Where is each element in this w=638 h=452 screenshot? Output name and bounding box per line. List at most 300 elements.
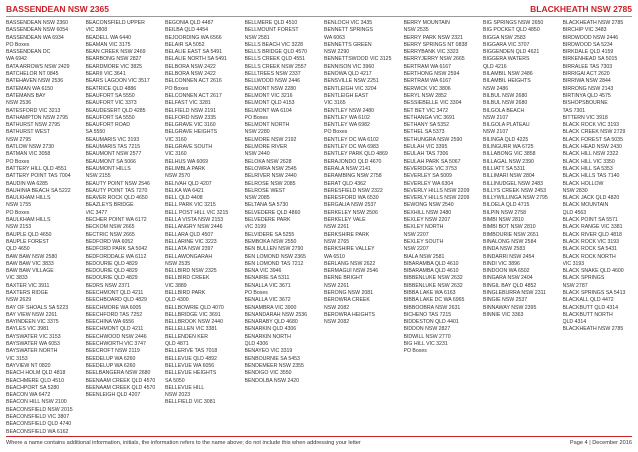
locality-entry: BAYINDEEN VIC 3375 <box>6 319 59 326</box>
locality-entry: BENARKIN NORTH <box>244 333 291 340</box>
locality-entry: BIRDWOOD NSW 2446 <box>562 34 619 41</box>
locality-entry: BEECHMONT QLD 4211 <box>85 326 144 333</box>
locality-entry: BELMONT WA 6104 <box>244 107 292 114</box>
locality-entry: BIMBI NSW 2810 <box>483 217 524 224</box>
locality-entry: WA 6510 <box>324 253 345 260</box>
locality-entry: BEECHFORD TAS 7252 <box>85 311 143 318</box>
locality-entry: BENARKIN QLD 4306 <box>244 326 297 333</box>
locality-entry: BATCHELOR NT 0845 <box>6 71 59 78</box>
locality-entry: BERTRAM WA 6167 <box>403 78 452 85</box>
locality-entry: NSW 2535 <box>165 260 191 267</box>
header-rule <box>6 16 632 17</box>
locality-entry: BAXTERS RIDGE <box>6 289 49 296</box>
locality-entry: BATHAMPTON NSW 2795 <box>6 114 69 121</box>
locality-entry: NSW 2207 <box>403 246 429 253</box>
locality-entry: BAUDIN WA 6285 <box>6 180 48 187</box>
locality-entry: BLACKHEATH NSW 2785 <box>562 326 624 333</box>
locality-entry: BIBBA LAKE WA 6163 <box>403 289 456 296</box>
locality-entry: BIALA NSW 2581 <box>403 253 445 260</box>
locality-entry: BEXLEY SOUTH <box>403 238 444 245</box>
locality-entry: BEDOURIE QLD 4829 <box>85 275 138 282</box>
page-number: Page 4 | December 2016 <box>569 440 632 446</box>
locality-entry: BENTLEY WA 6982 <box>324 122 370 129</box>
locality-entry: BINDA NSW 2583 <box>483 246 526 253</box>
locality-entry: BLACK CREEK NSW 2729 <box>562 129 626 136</box>
locality-entry: BIRKDALE QLD 4159 <box>562 49 614 56</box>
locality-entry: BLACK HEAD NSW 2430 <box>562 144 622 151</box>
locality-entry: BELMONT QLD 4153 <box>244 100 295 107</box>
locality-entry: BEAUFORT SA 5550 <box>85 92 135 99</box>
locality-entry: BENLOCH VIC 3435 <box>324 20 373 26</box>
locality-entry: BELBORA NSW 2422 <box>165 71 216 78</box>
locality-entry: BEEDELUP WA 6260 <box>85 355 136 362</box>
locality-entry: BET BET VIC 3472 <box>403 107 449 114</box>
locality-entry: BINGARA NSW 2404 <box>483 275 533 282</box>
locality-entry: BEDRS NSW 2371 <box>85 282 130 289</box>
locality-entry: BELFORD NSW 2335 <box>165 114 217 121</box>
locality-entry: NSW 2581 <box>244 34 270 41</box>
locality-entry: BERMAGUI NSW 2546 <box>324 268 379 275</box>
locality-entry: BERRY SPRINGS NT 0838 <box>403 41 468 48</box>
locality-entry: BAYSWATER WA 6053 <box>6 341 60 348</box>
locality-entry: BELLS CREEK NSW 2557 <box>244 63 307 70</box>
locality-entry: NSW 2107 <box>483 129 509 136</box>
locality-entry: BLACK FOREST SA 5035 <box>562 136 623 143</box>
locality-entry: BEECHWOOD NSW 2446 <box>85 333 147 340</box>
column-6 <box>404 20 474 434</box>
locality-entry: BIG SPRINGS NSW 2650 <box>483 20 544 26</box>
locality-entry: BELRIVER NSW 2440 <box>244 173 297 180</box>
locality-entry: BICHENO TAS 7215 <box>403 311 452 318</box>
locality-entry: BLACK ROCK NORTH <box>562 253 616 260</box>
locality-entry: BEMBOKA NSW 2550 <box>244 238 297 245</box>
locality-entry: BILAMBIL NSW 2486 <box>483 71 533 78</box>
locality-entry: BERWICK VIC 3806 <box>403 85 451 92</box>
locality-entry: BIRDWOOD SA 5234 <box>562 41 613 48</box>
locality-entry: BEECHBOARD QLD 4829 <box>85 297 147 304</box>
locality-entry: BIRKENHEAD SA 5015 <box>562 56 618 63</box>
locality-entry: BEVERLY HILLS NSW 2209 <box>403 187 470 194</box>
locality-entry: QLD 4650 <box>6 246 30 253</box>
locality-entry: BATEMANS BAY <box>6 92 46 99</box>
locality-entry: BELLMOUNT FOREST <box>244 27 299 34</box>
locality-entry: BIBARAMBA QLD 4610 <box>403 260 459 267</box>
locality-entry: BENTLEIGH EAST <box>324 92 369 99</box>
locality-entry: BILOELA QLD 4715 <box>483 202 530 209</box>
footer-rule <box>6 436 632 437</box>
locality-entry: BENALLA VIC 3671 <box>244 282 291 289</box>
locality-entry: NSW 2290 <box>324 49 350 56</box>
locality-entry: BEULAH TAS 7306 <box>403 151 449 158</box>
locality-entry: BEACONSFIELD UPPER <box>85 20 145 26</box>
locality-entry: BECHER POINT WA 6172 <box>85 217 147 224</box>
locality-entry: BELLBIRD NSW 2325 <box>165 268 217 275</box>
locality-entry: BELGRAVE SOUTH <box>165 144 213 151</box>
locality-entry: BIRTINYA QLD 4575 <box>562 92 611 99</box>
locality-entry: BELLS BRIDGE QLD 4570 <box>244 49 308 56</box>
locality-entry: BENAIRIE SA 5311 <box>244 275 290 282</box>
locality-entry: BEECHINA WA 6556 <box>85 319 135 326</box>
locality-entry: BLACK HILL NSW 2322 <box>562 151 619 158</box>
locality-entry: BEAVER ROCK QLD 4650 <box>85 195 148 202</box>
locality-entry: NSW 2795 <box>6 136 32 143</box>
locality-entry: BELLBROOK NSW 2440 <box>165 319 223 326</box>
locality-entry: BINDI VIC 3896 <box>483 260 520 267</box>
locality-entry: BELLEVUE HILL <box>165 384 205 391</box>
locality-entry: PO Boxes <box>6 41 30 48</box>
locality-entry: BELGRAVE HEIGHTS <box>165 129 218 136</box>
locality-entry: BIGGA NSW 2583 <box>483 34 526 41</box>
column-1 <box>6 20 76 434</box>
locality-entry: BAXTER VIC 3911 <box>6 282 50 289</box>
locality-entry: BERKSHIRE PARK <box>324 231 370 238</box>
locality-entry: BILLYS CREEK NSW 2453 <box>483 187 547 194</box>
locality-entry: BENDOLBA NSW 2420 <box>244 377 299 384</box>
locality-entry: BERAJONDO QLD 4670 <box>324 158 382 165</box>
locality-entry: PO Boxes <box>165 85 189 92</box>
locality-entry: WA 6942 <box>6 56 27 63</box>
locality-entry: BASSENDEAN NSW 6054 <box>6 27 68 34</box>
locality-entry: NSW 2153 <box>6 224 32 231</box>
locality-entry: BEENAAM CREEK QLD 4570 <box>85 377 155 384</box>
locality-entry: BEEDELUP WA 6260 <box>85 362 136 369</box>
locality-entry: BAUPLE FOREST <box>6 238 49 245</box>
locality-entry: NSW 2787 <box>562 282 588 289</box>
locality-entry: BIRRONG NSW 2143 <box>562 85 614 92</box>
column-5 <box>324 20 394 434</box>
locality-entry: BEVERLEY SA 5009 <box>403 173 452 180</box>
locality-entry: BELGRAVE VIC 3160 <box>165 122 216 129</box>
locality-entry: BILLAGAL NSW 2390 <box>483 158 534 165</box>
locality-entry: VIC 3160 <box>165 151 187 158</box>
locality-entry: BENNISON VIC 3960 <box>324 63 375 70</box>
locality-entry: BELLBOWRIE QLD 4070 <box>165 304 224 311</box>
locality-entry: BEACON WA 6472 <box>6 392 51 399</box>
locality-entry: BLACK ROCK VIC 3193 <box>562 122 620 129</box>
locality-entry: NSW 2023 <box>165 392 191 399</box>
locality-entry: BINGIL BAY QLD 4852 <box>483 282 537 289</box>
locality-entry: BELLBIRD CREEK <box>165 275 210 282</box>
locality-entry: BATEHAVEN NSW 2536 <box>6 78 64 85</box>
locality-entry: BAULKHAM HILLS <box>6 217 51 224</box>
locality-entry: BINGIE NSW 2537 <box>483 297 528 304</box>
locality-entry: BIG POCKET QLD 4850 <box>483 27 540 34</box>
locality-entry: BIG HILL VIC 3231 <box>403 341 448 348</box>
locality-entry: BELLENDEN KER <box>165 333 208 340</box>
locality-entry: BEXLEY NORTH <box>403 224 444 231</box>
locality-entry: BEAUTY POINT NSW 2546 <box>85 180 150 187</box>
locality-entry: BAW BAW VILLAGE <box>6 268 54 275</box>
locality-entry: NSW 2207 <box>403 231 429 238</box>
locality-entry: BEECHWORTH VIC 3747 <box>85 341 146 348</box>
locality-entry: BEACONSFIELD VIC 3807 <box>6 414 70 421</box>
locality-entry: BAY OF SHOALS SA 5223 <box>6 304 69 311</box>
locality-entry: BELL POST HILL VIC 3215 <box>165 209 229 216</box>
locality-entry: BEAUMONT HILLS <box>85 165 131 172</box>
locality-entry: BATTERY HILL QLD 4551 <box>6 165 67 172</box>
locality-columns <box>6 20 632 434</box>
locality-entry: BECKOM NSW 2665 <box>85 224 135 231</box>
locality-entry: BERKSHIRE VALLEY <box>324 246 375 253</box>
locality-entry: BATLOW NSW 2730 <box>6 144 55 151</box>
locality-entry: BEXLEY NSW 2207 <box>403 217 451 224</box>
locality-entry: BEGONIA QLD 4487 <box>165 20 214 26</box>
locality-entry: BIGGARA VIC 3707 <box>483 41 530 48</box>
locality-entry: BELFAST VIC 3281 <box>165 100 211 107</box>
locality-entry: VIC 3160 <box>165 136 187 143</box>
locality-entry: BEN LOMOND NSW 2365 <box>244 253 306 260</box>
locality-entry: BENA VIC 3946 <box>244 268 282 275</box>
locality-entry: PO Boxes <box>403 348 427 355</box>
column-4 <box>245 20 315 434</box>
locality-entry: BELALIE NORTH SA 5491 <box>165 56 227 63</box>
locality-entry: BEAZLEYS BRIDGE <box>85 202 134 209</box>
locality-entry: BEECHMONT QLD 4211 <box>85 289 144 296</box>
locality-entry: BIBBENLUKE NSW 2632 <box>403 282 463 289</box>
locality-entry: BATTERY POINT TAS 7004 <box>6 173 71 180</box>
locality-entry: BEACONSFIELD NSW 2015 <box>6 406 73 413</box>
locality-entry: BERONG NSW 2081 <box>324 289 374 296</box>
locality-entry: BINNAWAY NSW 2395 <box>483 304 537 311</box>
locality-entry: BLACK SPRINGS SA 5413 <box>562 289 626 296</box>
locality-entry: PO Boxes <box>6 209 30 216</box>
locality-entry: BERNE BRIGHT <box>324 275 363 282</box>
locality-entry: BELIMBLA PARK <box>165 165 206 172</box>
locality-entry: BELLEVUE HEIGHTS <box>165 370 217 377</box>
locality-entry: BERTRAM WA 6167 <box>403 63 452 70</box>
locality-entry: BENOWA QLD 4217 <box>324 71 372 78</box>
locality-entry: BELLARA QLD 4507 <box>165 231 214 238</box>
locality-entry: BINDARRI NSW 2454 <box>483 253 535 260</box>
locality-entry: BAY VIEW NSW 2261 <box>6 311 58 318</box>
locality-entry: VIC 3889 <box>165 282 187 289</box>
locality-entry: BELLMERE QLD 4510 <box>244 20 298 26</box>
locality-entry: BELL QLD 4408 <box>165 195 203 202</box>
locality-entry: BETHANGA VIC 3691 <box>403 114 455 121</box>
locality-entry: QLD 4871 <box>165 341 189 348</box>
locality-entry: BEAN CREEK NSW 2469 <box>85 49 146 56</box>
locality-entry: PO Boxes <box>244 114 268 121</box>
locality-entry: BINGLEBURRA NSW 2311 <box>483 289 547 296</box>
locality-entry: NSW 1755 <box>6 202 32 209</box>
locality-entry: BATESFORD VIC 3213 <box>6 107 61 114</box>
locality-entry: BASSENDEAN WA 6934 <box>6 34 64 41</box>
locality-entry: BERKELEY VALE <box>324 217 366 224</box>
locality-entry: BELLAWONGARAH <box>165 253 213 260</box>
locality-entry: BLACKALL QLD 4472 <box>562 297 614 304</box>
locality-entry: BATEMAN WA 6150 <box>6 85 53 92</box>
locality-entry: BEAUFORT SA 5550 <box>85 114 135 121</box>
locality-entry: BELLEVUE WA 6056 <box>165 362 215 369</box>
locality-entry: BELLWOOD NSW 2446 <box>244 78 301 85</box>
locality-entry: BLACK HILLS TAS 7140 <box>562 173 620 180</box>
locality-entry: BLACK SNAKE QLD 4600 <box>562 268 624 275</box>
locality-entry: NSW 2440 <box>244 151 270 158</box>
locality-entry: BELCONNEN ACT 2617 <box>165 92 222 99</box>
locality-entry: VIC 3477 <box>85 209 108 216</box>
locality-entry: BEELBANGERA NSW 2680 <box>85 370 151 377</box>
locality-entry: BEULAH PARK SA 5067 <box>403 158 461 165</box>
locality-entry: BILGOLA BEACH <box>483 107 525 114</box>
locality-entry: BERKELEY NSW 2506 <box>324 209 378 216</box>
locality-entry: BLACK HILL SA 5353 <box>562 165 613 172</box>
locality-entry: BEACONSFIELD QLD 4740 <box>6 421 72 428</box>
locality-entry: QLD 4216 <box>483 63 507 70</box>
locality-entry: BILGOLA PLATEAU <box>483 122 530 129</box>
locality-entry: BEENAAM CREEK QLD 4570 <box>85 384 155 391</box>
locality-entry: BELMORE RIVER <box>244 144 288 151</box>
locality-entry: BELLBIRD PARK <box>165 289 206 296</box>
locality-entry: VIC 3808 <box>85 27 108 34</box>
locality-entry: BENARABY QLD 4680 <box>244 319 298 326</box>
locality-entry: NSW 2535 <box>403 27 429 34</box>
locality-entry: BENANDARAH NSW 2536 <box>244 311 308 318</box>
locality-entry: BEROWRA HEIGHTS <box>324 311 376 318</box>
locality-entry: BIGGENDEN QLD 4621 <box>483 49 540 56</box>
locality-entry: BELLS BEACH VIC 3228 <box>244 41 304 48</box>
locality-entry: BELAIR SA 5052 <box>165 41 205 48</box>
locality-entry: BERESFIELD NSW 2322 <box>324 187 383 194</box>
locality-entry: BENTLEY WA 6102 <box>324 114 370 121</box>
locality-entry: BLACK POINT SA 5571 <box>562 217 618 224</box>
locality-entry: BAYSWATER NORTH <box>6 348 58 355</box>
locality-entry: BEARBONG NSW 2827 <box>85 56 142 63</box>
locality-entry: BILBUL NSW 2680 <box>483 100 528 107</box>
header-range-end: BLACKHEATH NSW 2785 <box>530 4 632 14</box>
locality-entry: BELALIE EAST SA 5491 <box>165 49 223 56</box>
locality-entry: QLD 4563 <box>562 209 587 216</box>
locality-entry: BIBBA LAKE DC WA 6965 <box>403 297 465 304</box>
locality-entry: BELVEDERE PARK <box>244 217 291 224</box>
locality-entry: BETHUNGRA NSW 2590 <box>403 136 463 143</box>
locality-entry: BENTLEIGH VIC 3204 <box>324 85 377 92</box>
locality-entry: BEATRICE QLD 4886 <box>85 85 137 92</box>
locality-entry: BELKA WA 6421 <box>165 187 204 194</box>
locality-entry: NSW 2261 <box>324 224 350 231</box>
locality-entry: BENNETT SPRINGS <box>324 27 373 34</box>
locality-entry: BEJOORDING WA 6566 <box>165 34 222 41</box>
locality-entry: QLD 4314 <box>562 319 587 326</box>
locality-entry: BILAMBIL HEIGHTS <box>483 78 531 85</box>
locality-entry: BEACHMERE QLD 4510 <box>6 377 64 384</box>
locality-entry: BAYSWATER VIC 3153 <box>6 333 61 340</box>
locality-entry: BELBORA NSW 2422 <box>165 63 216 70</box>
locality-entry: BLACK ROCK VIC 3193 <box>562 238 620 245</box>
locality-entry: BERAMBING NSW 2758 <box>324 173 382 180</box>
locality-entry: BASSENDEAN DC <box>6 49 51 56</box>
locality-entry: BELMONT NSW 2280 <box>244 85 297 92</box>
locality-entry: BELVIDERE SA 5255 <box>244 231 295 238</box>
header-range-start: BASSENDEAN NSW 2365 <box>6 4 109 14</box>
locality-entry: BENNETTS GREEN <box>324 41 372 48</box>
locality-entry: BESSIEBELLE VIC 3304 <box>403 100 462 107</box>
locality-entry: BEN BULLEN NSW 2790 <box>244 246 304 253</box>
locality-entry: BEDOURIE QLD 4829 <box>85 268 138 275</box>
locality-entry: BEVERLY HILLS NSW 2209 <box>403 195 470 202</box>
locality-entry: BIBBENLUKE NSW 2632 <box>403 275 463 282</box>
locality-entry: BEENLEIGH QLD 4207 <box>85 392 141 399</box>
locality-entry: BATHURST NSW 2795 <box>6 122 61 129</box>
locality-entry: NSW 2085 <box>244 195 270 202</box>
locality-entry: BELMONT VIC 3216 <box>244 92 293 99</box>
locality-entry: BENDEMEER NSW 2355 <box>244 362 304 369</box>
locality-entry: BLACK SPRINGS <box>562 275 605 282</box>
locality-entry: BLACK JACK QLD 4820 <box>562 195 620 202</box>
locality-entry: BILLINUDGEL NSW 2483 <box>483 180 544 187</box>
locality-entry: BEACHPORT SA 5280 <box>6 384 60 391</box>
locality-entry: BATA ARROWS NSW 2429 <box>6 63 70 70</box>
locality-entry: BENTLEY DC WA 6102 <box>324 136 379 143</box>
locality-entry: QLD 4300 <box>165 297 189 304</box>
column-8 <box>563 20 633 434</box>
column-7 <box>483 20 553 434</box>
locality-entry: NSW 2765 <box>324 238 350 245</box>
locality-entry: BELMORE NSW 2192 <box>244 136 297 143</box>
locality-entry: BEECROFT NSW 2119 <box>85 348 140 355</box>
locality-entry: BERALA NSW 2141 <box>324 165 371 172</box>
locality-entry: BERESFORD WA 6530 <box>324 195 379 202</box>
locality-entry: BIRCHIP VIC 3483 <box>562 27 607 34</box>
locality-entry: NSW 2107 <box>483 114 509 121</box>
locality-entry: BAW BAW NSW 2580 <box>6 253 58 260</box>
locality-entry: BEAUDESERT QLD 4285 <box>85 107 146 114</box>
locality-entry: BENBOURNIE SA 5453 <box>244 355 300 362</box>
locality-entry: SA 5050 <box>165 377 185 384</box>
locality-entry: BLACK HOLLOW <box>562 180 604 187</box>
locality-entry: BELLBRIDGE VIC 3691 <box>165 311 221 318</box>
locality-entry: BIDDESTON QLD 4401 <box>403 319 459 326</box>
locality-entry: BEARII VIC 3641 <box>85 71 126 78</box>
locality-entry: BELIVAH QLD 4207 <box>165 180 212 187</box>
locality-entry: BELLERIVE TAS 7018 <box>165 348 218 355</box>
locality-entry: BIDDON NSW 2827 <box>403 326 451 333</box>
locality-entry: BELTANA SA 5730 <box>244 202 289 209</box>
column-2 <box>86 20 156 434</box>
locality-entry: NSW 2261 <box>324 282 350 289</box>
locality-entry: BIDWILL NSW 2770 <box>403 333 451 340</box>
locality-entry: BINALONG NSW 2584 <box>483 238 537 245</box>
locality-entry: BELLATA NSW 2397 <box>165 246 214 253</box>
locality-entry: BEWONG NSW 2540 <box>403 202 454 209</box>
locality-entry: BIBARAMBA QLD 4610 <box>403 268 459 275</box>
locality-entry: BAUPLE QLD 4650 <box>6 231 52 238</box>
locality-entry: BECTRIC NSW 2665 <box>85 231 135 238</box>
locality-entry: BILINGA QLD 4225 <box>483 136 529 143</box>
locality-entry: NSW 2280 <box>244 129 270 136</box>
locality-entry: VIC 3165 <box>324 100 346 107</box>
locality-entry: BENAYEO VIC 3319 <box>244 348 293 355</box>
locality-entry: SA 5550 <box>85 129 106 136</box>
locality-entry: NSW 2155 <box>85 173 111 180</box>
locality-entry: BEXHILL NSW 2480 <box>403 209 452 216</box>
locality-entry: BEAUFORT ROAD <box>85 122 130 129</box>
locality-entry: BEAUMARIS TAS 7215 <box>85 144 141 151</box>
locality-entry: BEACONSFIELD WA 6162 <box>6 428 69 434</box>
locality-entry: BLACK ROCK SA 5431 <box>562 246 617 253</box>
locality-entry: BELL PARK VIC 3215 <box>165 202 216 209</box>
locality-entry: BEAUMARIS VIC 3193 <box>85 136 140 143</box>
locality-entry: BILLABONG VIC 3858 <box>483 151 536 158</box>
locality-entry: BILPIN NSW 2758 <box>483 209 526 216</box>
locality-entry: BIGGERA WATERS <box>483 56 530 63</box>
locality-entry: BEVERIDGE VIC 3753 <box>403 165 457 172</box>
locality-entry: BERRYJERRY NSW 2665 <box>403 56 465 63</box>
locality-entry: BAULKHAM HILLS <box>6 195 51 202</box>
footer-note: Where a name contains additional information, initials, the information refers to the name above; do not include this when addressing your letter <box>6 440 361 446</box>
locality-entry: BEACH HOLM QLD 4818 <box>6 370 66 377</box>
locality-entry: BISHOPSBOURNE <box>562 100 608 107</box>
locality-entry: BEVERLEY WA 6304 <box>403 180 454 187</box>
